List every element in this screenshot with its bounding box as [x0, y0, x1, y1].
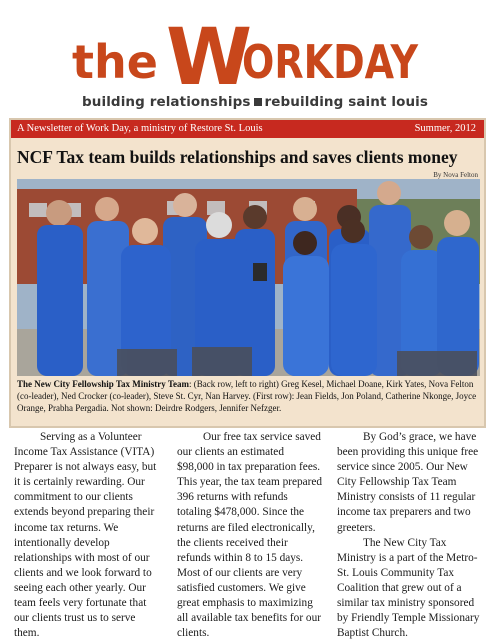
article-headline: NCF Tax team builds relationships and saves clients money: [17, 147, 458, 167]
tagline-right: rebuilding saint louis: [264, 94, 429, 110]
team-group-photo-icon: [17, 179, 480, 376]
logo-suffix: ORKDAY: [242, 35, 419, 89]
square-bullet-icon: [254, 98, 262, 106]
newsletter-info: A Newsletter of Work Day, a ministry of Restore St. Louis: [17, 123, 263, 134]
article-column-3: [337, 430, 483, 641]
article-column-2: [177, 430, 323, 641]
article-panel: [9, 118, 486, 428]
masthead: [0, 0, 495, 118]
issue-date: Summer, 2012: [414, 123, 476, 134]
newsletter-bar: [11, 120, 484, 138]
caption-text: : (Back row, left to right) Greg Kesel, Michael Doane, Kirk Yates, Nova Felton (co-leader), Ned Crocker (co-leader), Steve St. Cyr, Nan Harvey. (First row): Jean Fields, Jon Poland, Catherine Nkonge, Joyce Orange, Prabha Pergadia. Not shown: Deirdre Rodgers, Jennifer Nefzger.: [17, 379, 477, 413]
article-byline: By Nova Felton: [433, 171, 478, 179]
team-photo: [17, 179, 480, 376]
tagline-left: building relationships: [82, 94, 251, 110]
logo-w: W: [166, 13, 253, 103]
tagline: [82, 94, 428, 110]
column-3-paragraph-2: The New City Tax Ministry is a part of the Metro-St. Louis Community Tax Coalition that grew out of a similar tax ministry sponsored by Friendly Temple Missionary Baptist Church.: [337, 536, 480, 640]
article-column-1: [14, 430, 160, 641]
column-2-text: Our free tax service saved our clients an estimated $98,000 in tax preparation fees. This year, the tax team prepared 396 returns with refunds totaling $478,000. Since the returns are filed electronically, the clients received their refunds within 8 to 15 days. Most of our clients are very satisfied customers. We give great emphasis to maximizing all available tax benefits for our clients.: [177, 431, 323, 640]
column-3-paragraph-1: By God’s grace, we have been providing this unique free service since 2005. Our New City Fellowship Tax Team Ministry consists of 11 regular income tax preparers and two greeters.: [337, 431, 479, 534]
column-1-text: Serving as a Volunteer Income Tax Assistance (VITA) Preparer is not always easy, but it is certainly rewarding. Our commitment to our clients extends beyond preparing their income tax returns. We intentionally develop relationships with most of our clients and we look forward to seeing each other yearly. Our team feels very fortunate that our clients trust us to serve them.: [14, 431, 157, 640]
caption-title: The New City Fellowship Tax Ministry Team: [17, 379, 190, 389]
logo-prefix: the: [72, 35, 158, 89]
photo-caption: [17, 378, 481, 414]
